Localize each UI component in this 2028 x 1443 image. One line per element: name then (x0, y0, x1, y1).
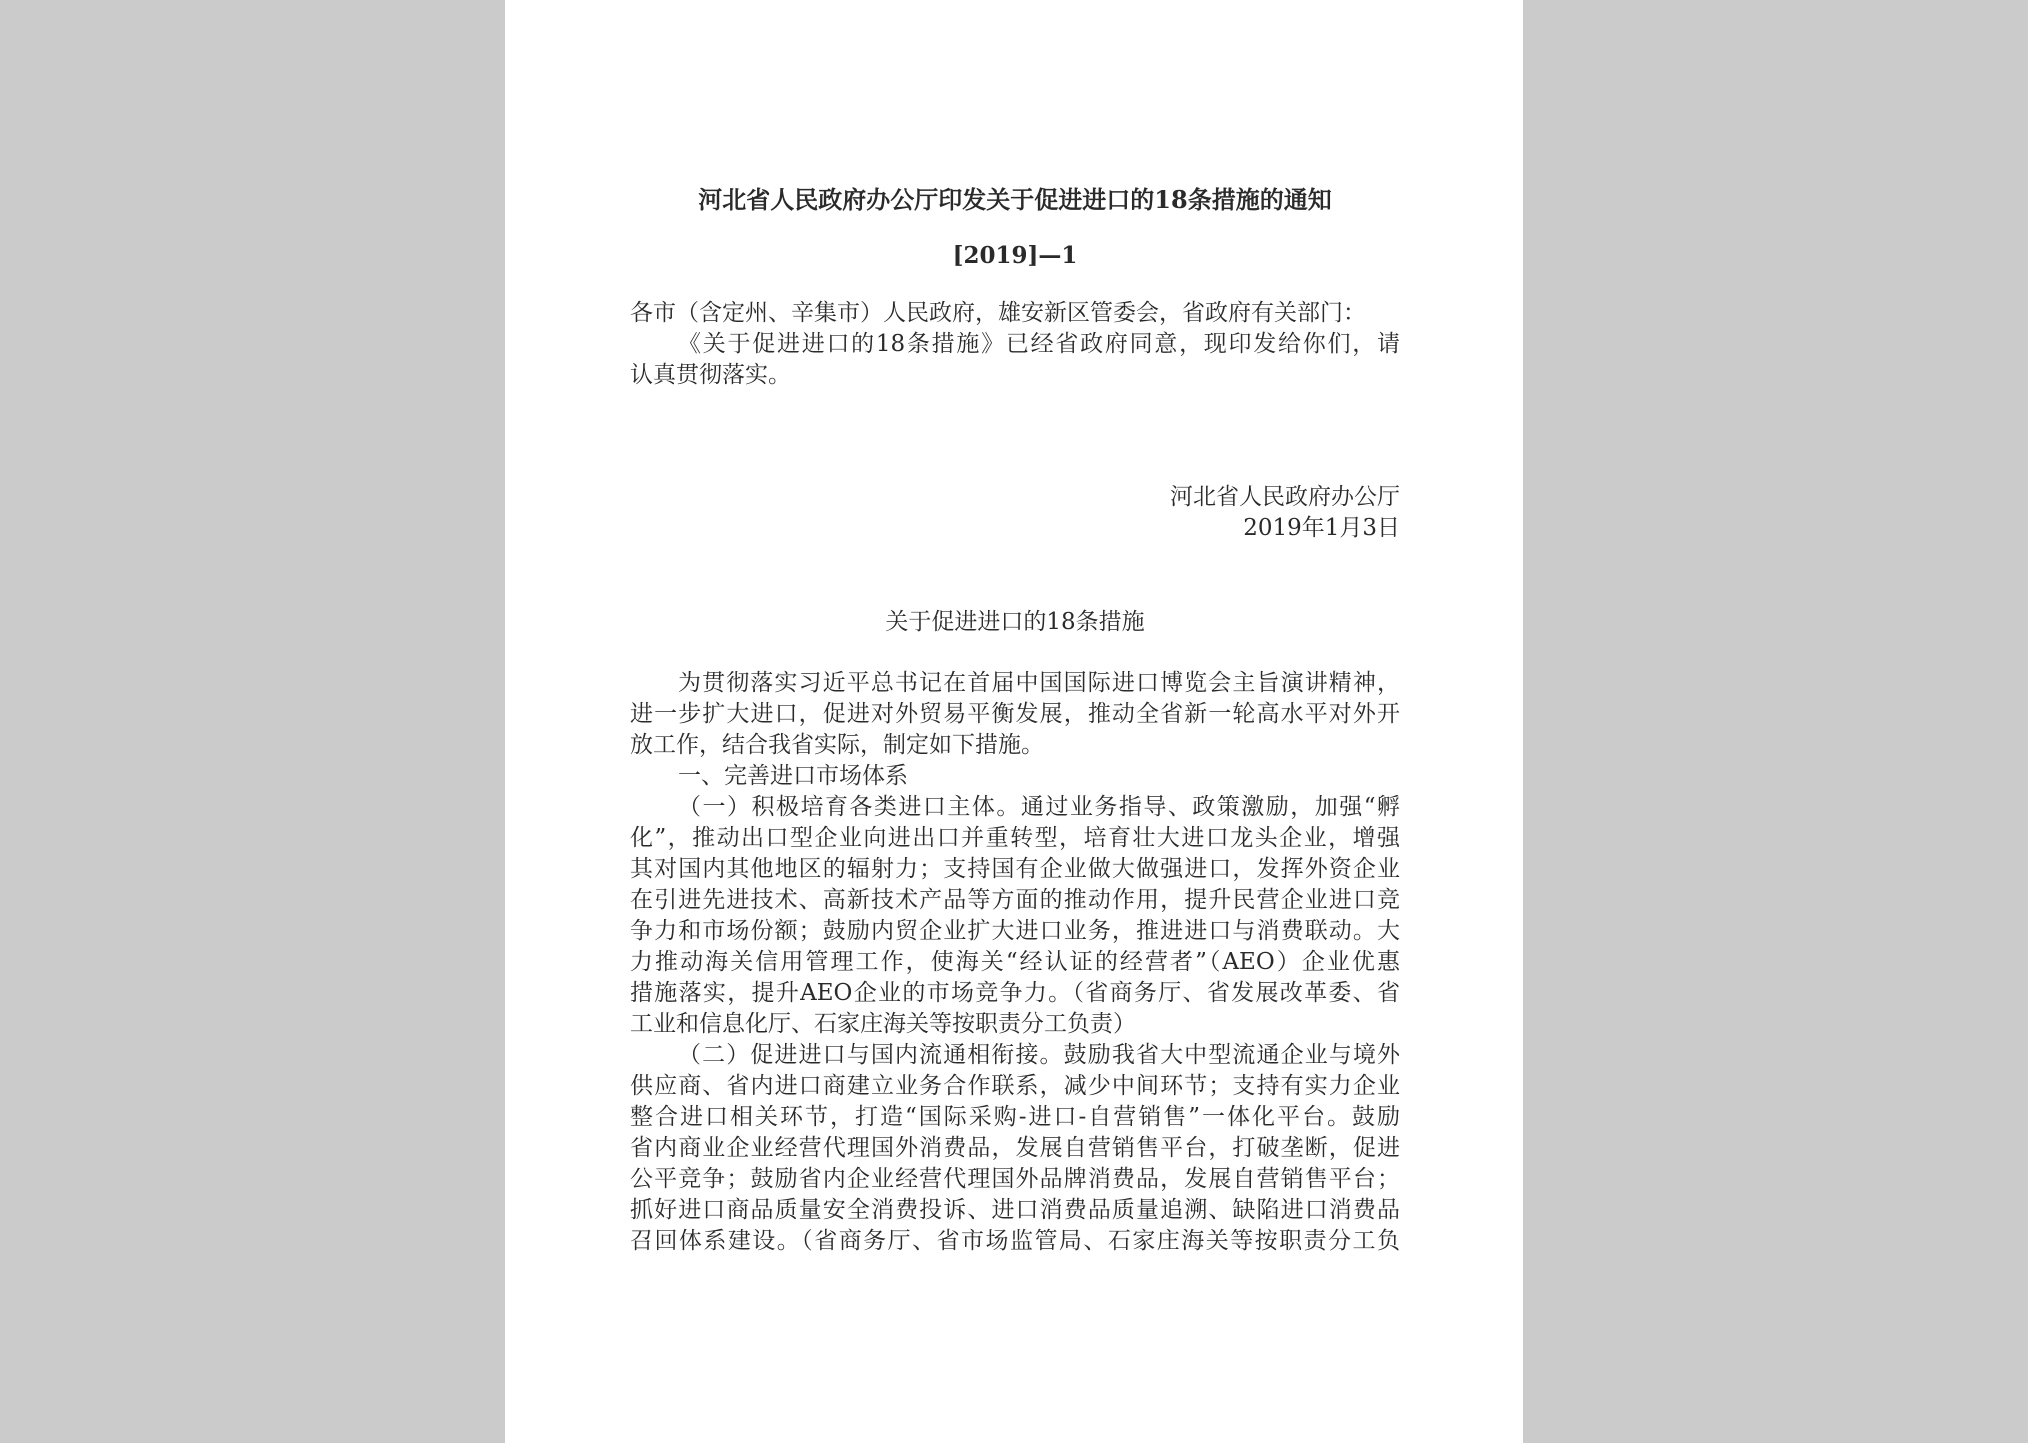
body-line: 化”，推动出口型企业向进出口并重转型，培育壮大进口龙头企业，增强 (630, 825, 1400, 851)
signature-org: 河北省人民政府办公厅 (1170, 484, 1400, 510)
body-line: 争力和市场份额；鼓励内贸企业扩大进口业务，推进进口与消费联动。大 (630, 918, 1400, 944)
body-line: 工业和信息化厅、石家庄海关等按职责分工负责） (630, 1011, 1136, 1037)
body-line: 其对国内其他地区的辐射力；支持国有企业做大做强进口，发挥外资企业 (630, 856, 1400, 882)
signature-date: 2019年1月3日 (1243, 515, 1400, 541)
body-line: 公平竞争；鼓励省内企业经营代理国外品牌消费品，发展自营销售平台； (630, 1166, 1400, 1192)
body-line: 措施落实，提升AEO企业的市场竞争力。（省商务厅、省发展改革委、省 (630, 980, 1400, 1006)
body-line: 整合进口相关环节，打造“国际采购-进口-自营销售”一体化平台。鼓励 (630, 1104, 1400, 1130)
body-line: 召回体系建设。（省商务厅、省市场监管局、石家庄海关等按职责分工负 (630, 1228, 1400, 1254)
body-line: （一）积极培育各类进口主体。通过业务指导、政策激励，加强“孵 (678, 794, 1400, 820)
body-line: 力推动海关信用管理工作，使海关“经认证的经营者”（AEO）企业优惠 (630, 949, 1400, 975)
body-line: 进一步扩大进口，促进对外贸易平衡发展，推动全省新一轮高水平对外开 (630, 701, 1400, 727)
body-line: 放工作，结合我省实际，制定如下措施。 (630, 732, 1044, 758)
body-line: 为贯彻落实习近平总书记在首届中国国际进口博览会主旨演讲精神， (678, 670, 1400, 696)
section-title: 关于促进进口的18条措施 (885, 609, 1145, 635)
body-line: 供应商、省内进口商建立业务合作联系，减少中间环节；支持有实力企业 (630, 1073, 1400, 1099)
body-line: （二）促进进口与国内流通相衔接。鼓励我省大中型流通企业与境外 (678, 1042, 1400, 1068)
salutation: 各市（含定州、辛集市）人民政府，雄安新区管委会，省政府有关部门： (630, 300, 1366, 326)
document-number: [2019]—1 (952, 242, 1078, 269)
intro-line: 认真贯彻落实。 (630, 362, 791, 388)
body-line: 在引进先进技术、高新技术产品等方面的推动作用，提升民营企业进口竞 (630, 887, 1400, 913)
body-line: 抓好进口商品质量安全消费投诉、进口消费品质量追溯、缺陷进口消费品 (630, 1197, 1400, 1223)
document-title: 河北省人民政府办公厅印发关于促进进口的18条措施的通知 (698, 185, 1332, 214)
intro-line: 《关于促进进口的18条措施》已经省政府同意，现印发给你们，请 (678, 331, 1400, 357)
document-page (505, 0, 1523, 1443)
body-line: 省内商业企业经营代理国外消费品，发展自营销售平台，打破垄断，促进 (630, 1135, 1400, 1161)
section-heading: 一、完善进口市场体系 (678, 763, 908, 789)
